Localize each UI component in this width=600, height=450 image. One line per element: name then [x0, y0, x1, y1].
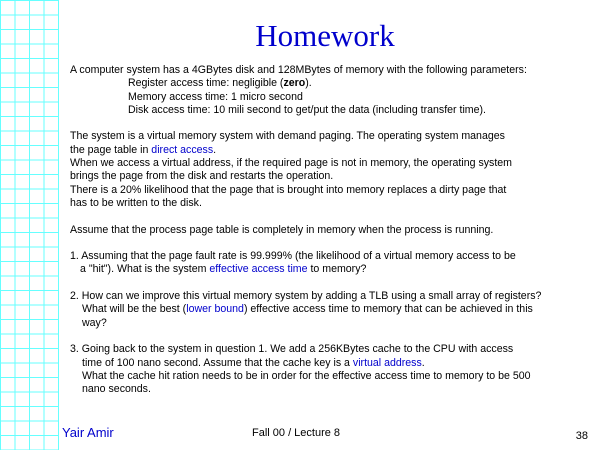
system-line-5: There is a 20% likelihood that the page that is brought into memory replaces a dirty page that	[70, 183, 507, 196]
decorative-grid	[0, 0, 59, 450]
page-number: 38	[575, 430, 588, 442]
system-line-2: the page table in direct access.	[70, 143, 217, 156]
question-2-line-3: way?	[82, 316, 107, 329]
effective-access-time-term: effective access time	[209, 263, 308, 276]
footer-author: Yair Amir	[62, 425, 114, 440]
question-3-line-3: What the cache hit ration needs to be in order for the effective access time to memory to be 500	[82, 369, 531, 382]
footer-lecture: Fall 00 / Lecture 8	[252, 427, 341, 439]
question-2-line-1: 2. How can we improve this virtual memory system by adding a TLB using a small array of registers?	[70, 290, 542, 303]
register-zero-bold: zero	[283, 77, 306, 90]
intro-line: A computer system has a 4GBytes disk and 128MBytes of memory with the following parameters:	[70, 64, 527, 76]
question-2-line-2: What will be the best (lower bound) effective access time to memory that can be achieved in this	[82, 303, 533, 316]
slide-body	[70, 64, 595, 396]
system-line-6: has to be written to the disk.	[70, 196, 202, 209]
assume-line: Assume that the process page table is completely in memory when the process is running.	[70, 223, 494, 236]
question-3-line-4: nano seconds.	[82, 383, 151, 396]
question-3-line-1: 3. Going back to the system in question 1. We add a 256KBytes cache to the CPU with access	[70, 343, 514, 356]
virtual-address-term: virtual address	[352, 356, 422, 369]
param-memory: Memory access time: 1 micro second	[128, 90, 303, 103]
question-1-line-2: a "hit"). What is the system effective access time to memory?	[80, 263, 367, 276]
param-register: Register access time: negligible (zero).	[128, 77, 312, 90]
system-line-3: When we access a virtual address, if the required page is not in memory, the operating system	[70, 157, 513, 170]
system-line-4: brings the page from the disk and restarts the operation.	[70, 170, 334, 183]
direct-access-term: direct access	[151, 143, 214, 156]
system-line-1: The system is a virtual memory system with demand paging. The operating system manages	[70, 130, 505, 143]
param-disk: Disk access time: 10 mili second to get/put the data (including transfer time).	[128, 103, 486, 116]
slide-title: Homework	[255, 18, 395, 53]
question-1-line-1: 1. Assuming that the page fault rate is 99.999% (the likelihood of a virtual memory access to be	[70, 250, 516, 263]
question-3-line-2: time of 100 nano second. Assume that the cache key is a virtual address.	[82, 356, 425, 369]
lower-bound-term: lower bound	[186, 303, 244, 316]
